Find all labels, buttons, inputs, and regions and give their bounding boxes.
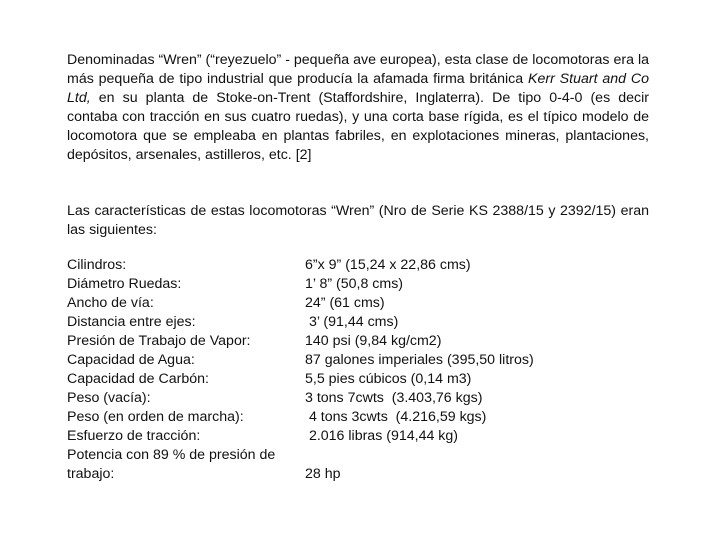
spec-value: 3’ (91,44 cms): [305, 314, 399, 330]
intro-text-end: en su planta de Stoke-on-Trent (Staffordshire, Inglaterra). De tipo 0-4-0 (es decir contaba con tracción en sus cuatro ruedas), y una corta base rígida, es el típico modelo de locomotora que se empleaba en plantas fabriles, en explotaciones mineras, plantaciones, depósitos, arsenales, astilleros, etc. [2]: [67, 90, 649, 163]
spec-label: Peso (en orden de marcha):: [67, 409, 244, 425]
spec-value: 6”x 9” (15,24 x 22,86 cms): [305, 257, 471, 273]
spec-value: 140 psi (9,84 kg/cm2): [305, 333, 442, 349]
spec-row-water-capacity: [67, 351, 657, 370]
spec-row-wheel-diameter: [67, 275, 657, 294]
spec-value: 28 hp: [305, 466, 341, 482]
spec-row-coal-capacity: [67, 370, 657, 389]
spec-row-steam-pressure: [67, 332, 657, 351]
spec-value: 24” (61 cms): [305, 295, 385, 311]
spec-row-tractive-effort: [67, 427, 657, 446]
spec-label: Capacidad de Carbón:: [67, 371, 209, 387]
spec-row-power: [67, 446, 657, 484]
spec-label: Capacidad de Agua:: [67, 352, 195, 368]
specifications-list: [67, 256, 657, 484]
spec-value: 5,5 pies cúbicos (0,14 m3): [305, 371, 472, 387]
spec-row-empty-weight: [67, 389, 657, 408]
spec-row-cylinders: [67, 256, 657, 275]
intro-paragraph: [67, 51, 649, 165]
spec-label: Cilindros:: [67, 257, 127, 273]
spec-label: Ancho de vía:: [67, 295, 154, 311]
spec-row-wheelbase: [67, 313, 657, 332]
spec-row-gauge: [67, 294, 657, 313]
spec-label: Diámetro Ruedas:: [67, 276, 182, 292]
spec-row-working-weight: [67, 408, 657, 427]
intro-text-start: Denominadas “Wren” (“reyezuelo” - pequeña ave europea), esta clase de locomotoras era la más pequeña de tipo industrial que producía la afamada firma británica: [67, 52, 649, 87]
spec-label: Potencia con 89 % de presión de trabajo:: [67, 447, 276, 482]
spec-value: 87 galones imperiales (395,50 litros): [305, 352, 534, 368]
characteristics-paragraph: Las características de estas locomotoras “Wren” (Nro de Serie KS 2388/15 y 2392/15) eran las siguientes:: [67, 203, 649, 238]
spec-label: Peso (vacía):: [67, 390, 151, 406]
spec-value: 3 tons 7cwts (3.403,76 kgs): [305, 390, 483, 406]
spec-value: 2.016 libras (914,44 kg): [305, 428, 459, 444]
spec-value: 4 tons 3cwts (4.216,59 kgs): [305, 409, 487, 425]
spec-label: Distancia entre ejes:: [67, 314, 196, 330]
spec-label: Esfuerzo de tracción:: [67, 428, 201, 444]
company-name-italic: Kerr Stuart and Co Ltd,: [67, 71, 649, 106]
spec-label: Presión de Trabajo de Vapor:: [67, 333, 251, 349]
spec-value: 1’ 8” (50,8 cms): [305, 276, 404, 292]
